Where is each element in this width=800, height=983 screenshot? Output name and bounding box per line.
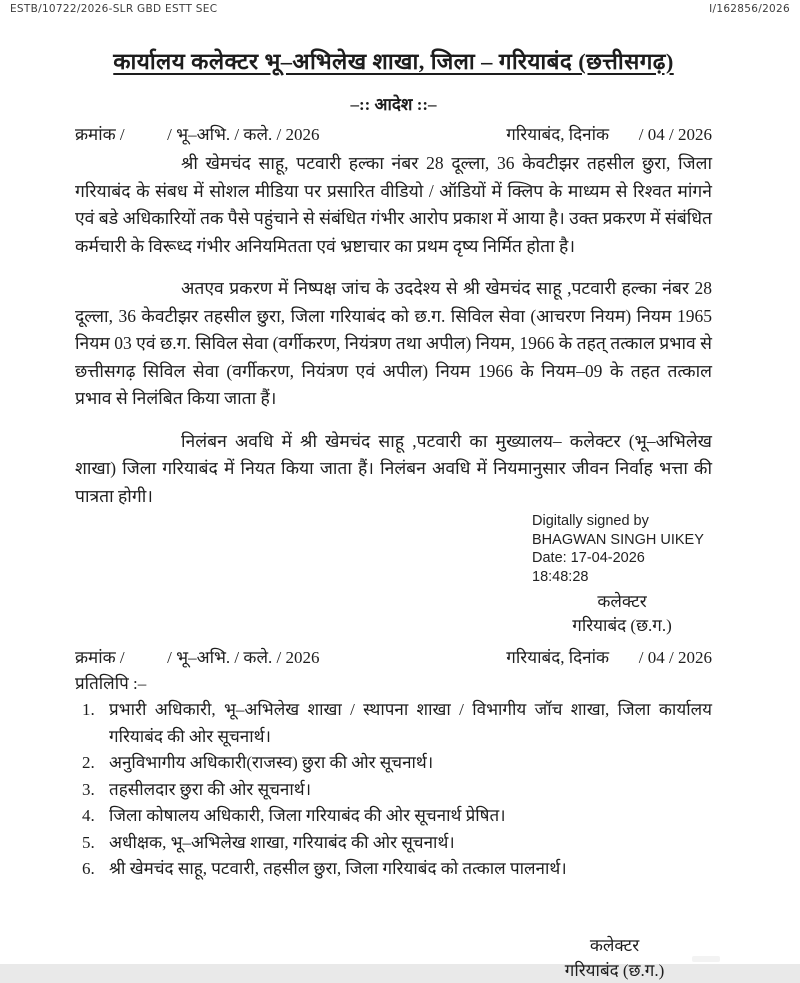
footer-signature-area xyxy=(75,933,712,983)
scan-edge-artifact xyxy=(692,956,720,962)
copies-list-item: 5. अधीक्षक, भू–अभिलेख शाखा, गरियाबंद की ओर सूचनार्थ। xyxy=(99,830,712,857)
paragraph-headquarters: निलंबन अवधि में श्री खेमचंद साहू ,पटवारी का मुख्यालय– कलेक्टर (भू–अभिलेख शाखा) जिला गरियाबंद में नियत किया जाता हैं। निलंबन अवधि में नियमानुसार जीवन निर्वाह भत्ता की पात्रता होगी। xyxy=(75,430,712,506)
digital-signature-name: BHAGWAN SINGH UIKEY xyxy=(532,531,704,548)
reference-row-top xyxy=(75,122,712,145)
signature-area xyxy=(75,512,712,638)
order-number-line: क्रमांक / / भू–अभि. / कले. / 2026 xyxy=(75,125,320,144)
copy-order-date-line: गरियाबंद, दिनांक / 04 / 2026 xyxy=(506,648,712,667)
office-title: कार्यालय कलेक्टर भू–अभिलेख शाखा, जिला – गरियाबंद (छत्तीसगढ़) xyxy=(113,49,674,74)
copies-heading: प्रतिलिपि :– xyxy=(75,674,147,693)
copy-order-number-line: क्रमांक / / भू–अभि. / कले. / 2026 xyxy=(75,648,320,667)
copies-list-item: 6. श्री खेमचंद साहू, पटवारी, तहसील छुरा, जिला गरियाबंद को तत्काल पालनार्थ। xyxy=(99,856,712,883)
paragraph-suspension: अतएव प्रकरण में निष्पक्ष जांच के उददेश्य से श्री खेमचंद साहू ,पटवारी हल्का नंबर 28 दूल्ला, 36 केवटीझर तहसील छुरा, जिला गरियाबंद को छ.ग. सिविल सेवा (आचरण नियम) नियम 1965 नियम 03 एवं छ.ग. सिविल सेवा (वर्गीकरण, नियंत्रण तथा अपील) नियम, 1966 के तहत् तत्काल प्रभाव से छत्तीसगढ़ सिविल सेवा (वर्गीकरण, नियंत्रण एवं अपील) नियम 1966 के नियम–09 के तहत तत्काल प्रभाव से निलंबित किया जाता हैं। xyxy=(75,278,712,408)
paragraph-allegation: श्री खेमचंद साहू, पटवारी हल्का नंबर 28 दूल्ला, 36 केवटीझर तहसील छुरा, जिला गरियाबंद के संबध में सोशल मीडिया पर प्रसारित वीडियो / ऑडियों में क्लिप के माध्यम से रिश्वत मांगने एवं बडे अधिकारियों तक पैसे पहुंचाने से संबंधित गंभीर आरोप प्रकाश में आया है। उक्त प्रकरण में संबंधित कर्मचारी के विरूध्द गंभीर अनियमितता एवं भ्रष्टाचार का प्रथम दृष्य निर्मित होता है। xyxy=(75,153,712,256)
file-reference-header xyxy=(0,0,800,15)
digital-signature-date: Date: 17-04-2026 xyxy=(532,550,645,566)
file-number-right: I/162856/2026 xyxy=(709,3,790,15)
copies-list-item: 3. तहसीलदार छुरा की ओर सूचनार्थ। xyxy=(99,777,712,804)
reference-row-bottom xyxy=(75,645,712,668)
digital-signature-block xyxy=(532,512,712,586)
copies-list xyxy=(99,697,712,883)
signatory-place: गरियाबंद (छ.ग.) xyxy=(572,616,672,635)
file-number-left: ESTB/10722/2026-SLR GBD ESTT SEC xyxy=(10,3,218,15)
order-heading: –:: आदेश ::– xyxy=(350,95,437,114)
digital-signature-time: 18:48:28 xyxy=(532,568,589,585)
signatory-designation: कलेक्टर xyxy=(597,592,647,611)
copies-list-item: 4. जिला कोषालय अधिकारी, जिला गरियाबंद की ओर सूचनार्थ प्रेषित। xyxy=(99,803,712,830)
digital-signature-line1: Digitally signed by xyxy=(532,513,649,529)
footer-signatory-designation: कलेक्टर xyxy=(589,935,640,955)
order-date-line: गरियाबंद, दिनांक / 04 / 2026 xyxy=(506,125,712,144)
signatory-designation-block xyxy=(532,590,712,638)
footer-signature-block xyxy=(517,933,712,983)
document-body xyxy=(0,45,800,983)
copies-list-item: 2. अनुविभागीय अधिकारी(राजस्व) छुरा की ओर सूचनार्थ। xyxy=(99,750,712,777)
footer-signatory-place: गरियाबंद (छ.ग.) xyxy=(564,960,665,980)
copies-list-item: 1. प्रभारी अधिकारी, भू–अभिलेख शाखा / स्थापना शाखा / विभागीय जॉच शाखा, जिला कार्यालय गरियाबंद की ओर सूचनार्थ। xyxy=(99,697,712,750)
